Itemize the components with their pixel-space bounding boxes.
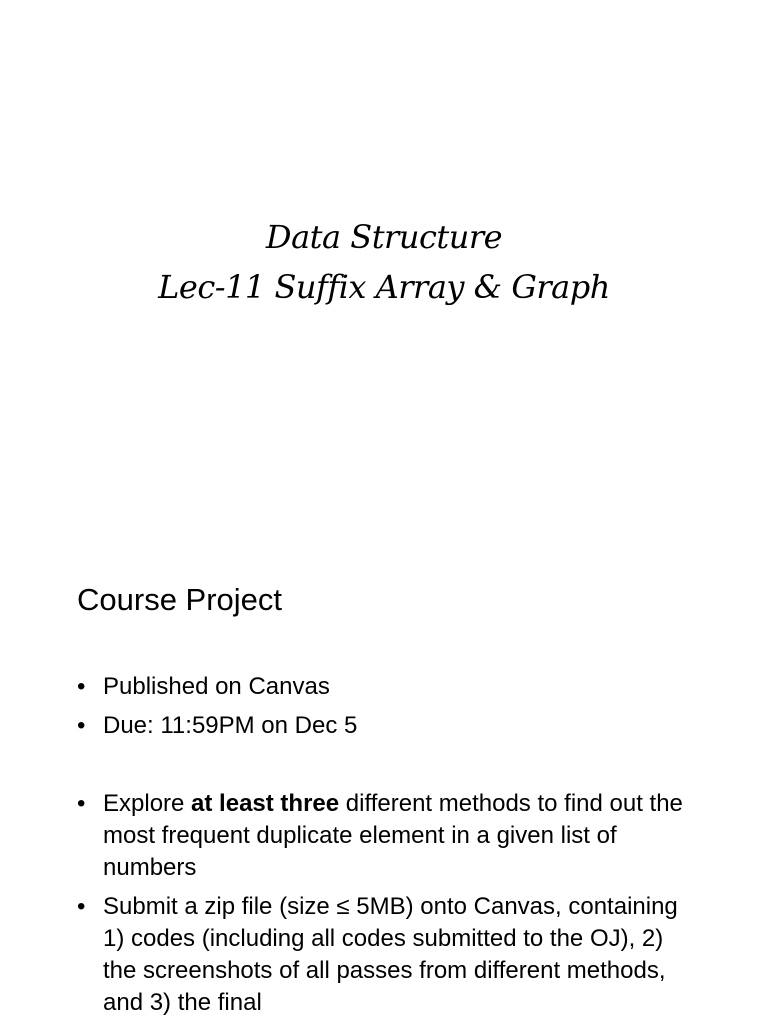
bullet-text: Published on Canvas	[103, 673, 330, 700]
bullet-text: Due: 11:59PM on Dec 5	[103, 712, 358, 739]
bullet-text-pre: Explore	[103, 790, 192, 817]
bullet-text-emphasis: at least three	[191, 790, 340, 817]
title-line-2: Lec-11 Suffix Array & Graph	[158, 268, 610, 306]
bullet-icon: •	[77, 893, 86, 920]
list-item	[77, 891, 697, 1019]
section-heading: Course Project	[77, 582, 283, 617]
list-item	[77, 671, 697, 703]
list-item	[77, 788, 697, 884]
bullet-icon: •	[77, 790, 86, 817]
bullet-list-info	[77, 671, 697, 749]
slide-title	[0, 212, 768, 312]
bullet-list-tasks	[77, 788, 697, 1026]
bullet-icon: •	[77, 673, 86, 700]
title-line-1: Data Structure	[265, 218, 503, 256]
bullet-text-post: different methods to find out the most frequent duplicate element in a given list of numbers	[103, 790, 683, 881]
list-item	[77, 710, 697, 742]
bullet-text: Submit a zip file (size ≤ 5MB) onto Canvas, containing 1) codes (including all codes submitted to the OJ), 2) the screenshots of all passes from different methods, and 3) the final	[103, 893, 678, 1016]
bullet-icon: •	[77, 712, 86, 739]
